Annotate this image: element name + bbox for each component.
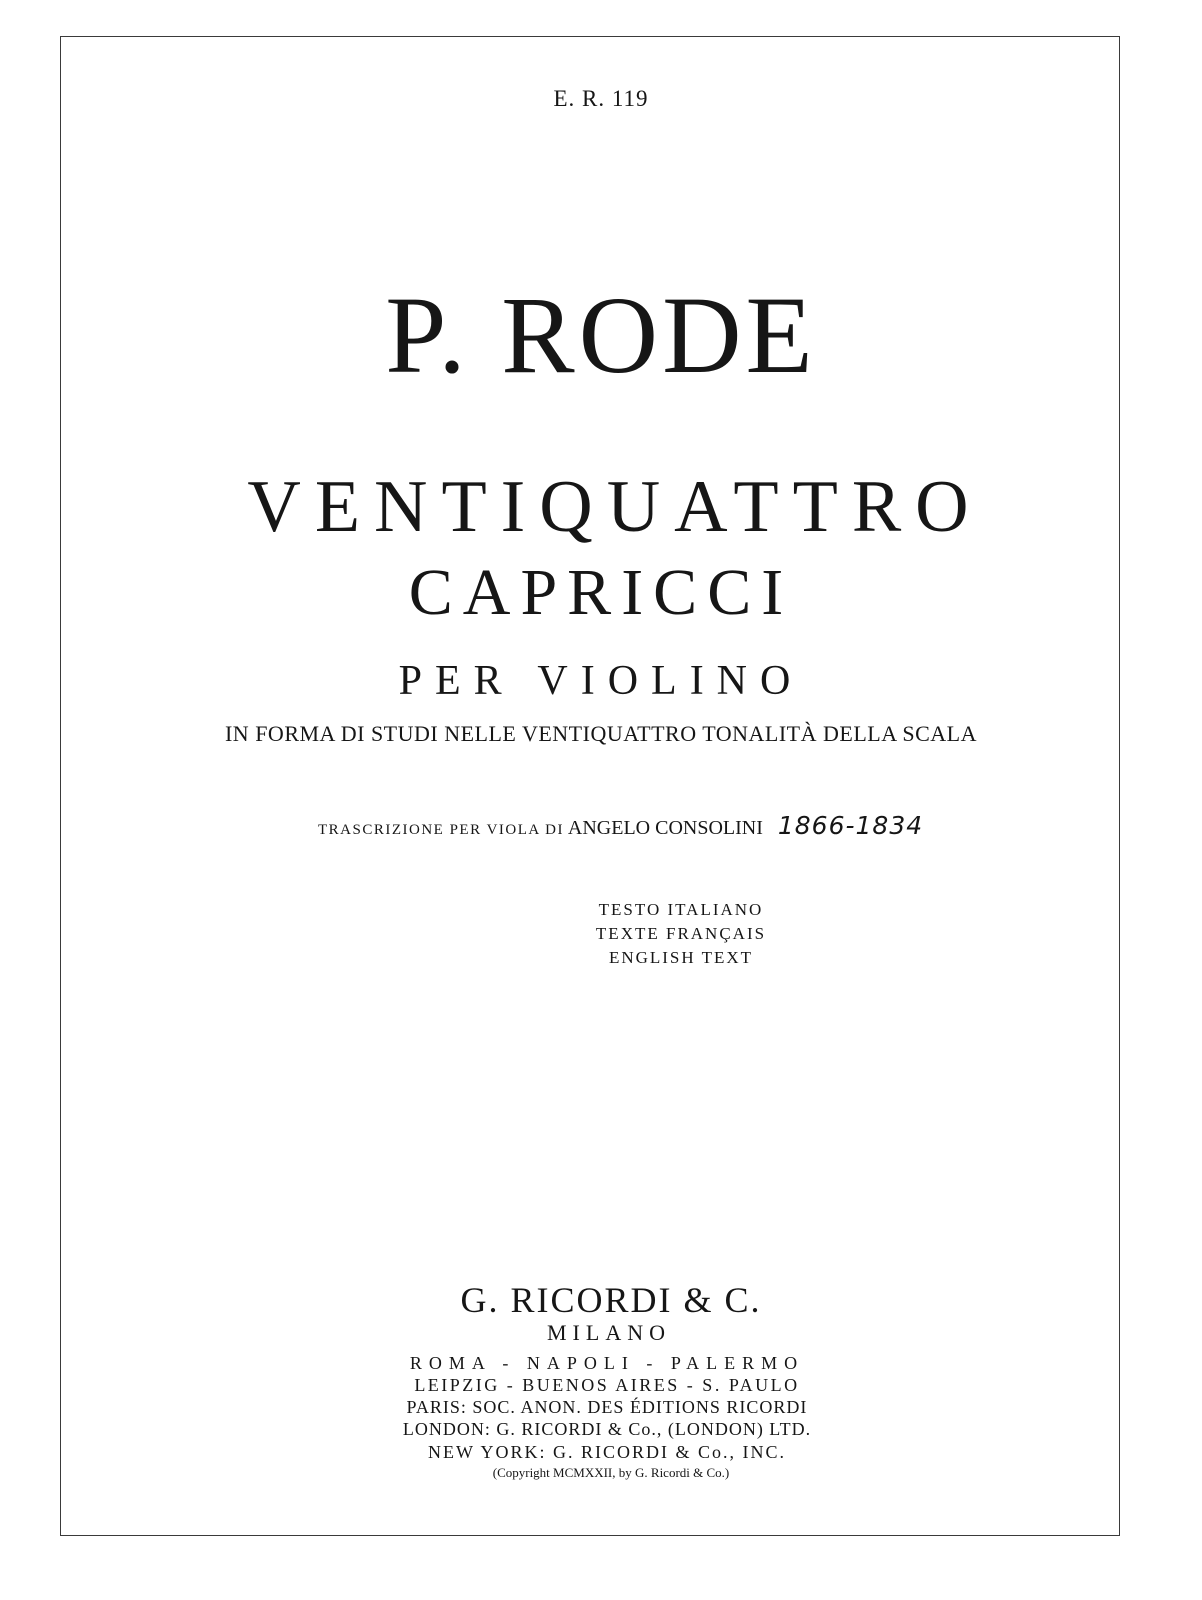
transcription-label: TRASCRIZIONE PER VIOLA DI [318, 822, 564, 838]
composer-name: P. RODE [385, 274, 817, 396]
language-english: ENGLISH TEXT [608, 948, 754, 967]
title-line-1: VENTIQUATTRO [247, 466, 983, 548]
branch-line: PARIS: SOC. ANON. DES ÉDITIONS RICORDI [406, 1397, 808, 1417]
publisher-name: G. RICORDI & C. [460, 1280, 762, 1320]
instrument-line: PER VIOLINO [398, 658, 804, 704]
branch-line: ROMA - NAPOLI - PALERMO [409, 1353, 805, 1373]
subtitle: IN FORMA DI STUDI NELLE VENTIQUATTRO TONALITÀ DELLA SCALA [224, 721, 978, 746]
publisher-city: MILANO [547, 1320, 671, 1345]
language-french: TEXTE FRANÇAIS [595, 924, 767, 943]
handwritten-dates: 1866-1834 [777, 811, 924, 840]
arranger-name: ANGELO CONSOLINI [567, 817, 763, 839]
catalog-number: E. R. 119 [553, 86, 649, 111]
branch-line: NEW YORK: G. RICORDI & Co., INC. [427, 1442, 786, 1462]
copyright-notice: (Copyright MCMXXII, by G. Ricordi & Co.) [492, 1465, 730, 1480]
title-line-2: CAPRICCI [408, 556, 794, 629]
branch-line: LEIPZIG - BUENOS AIRES - S. PAULO [414, 1375, 800, 1395]
branch-line: LONDON: G. RICORDI & Co., (LONDON) LTD. [402, 1419, 812, 1439]
language-italian: TESTO ITALIANO [598, 900, 764, 919]
transcription-credit [318, 811, 923, 840]
